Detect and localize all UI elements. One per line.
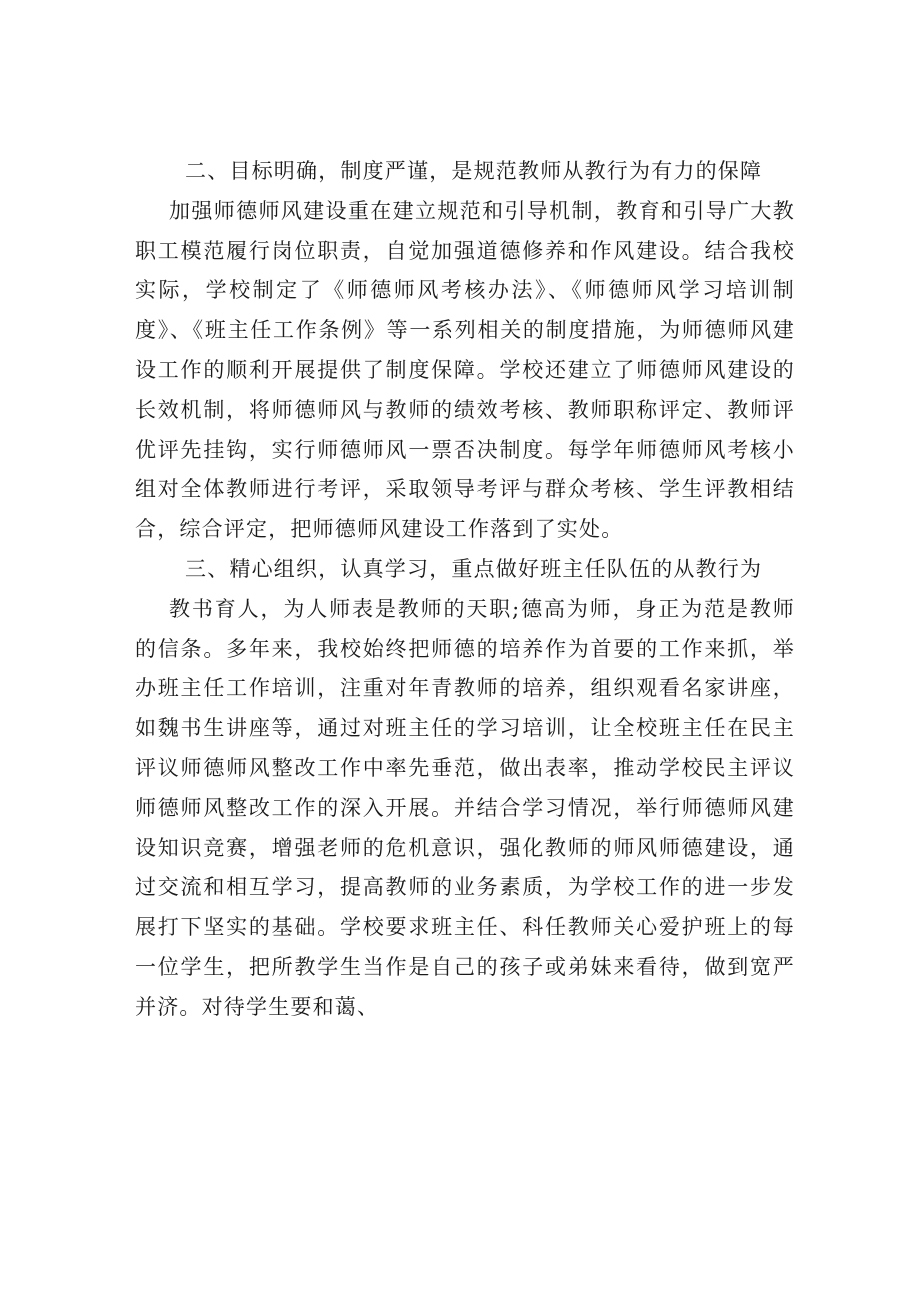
section-3-paragraph: 教书育人，为人师表是教师的天职;德高为师，身正为范是教师的信条。多年来，我校始终把师德的培养作为首要的工作来抓，举办班主任工作培训，注重对年青教师的培养，组织观看名家讲座，如魏书生讲座等，通过对班主任的学习培训，让全校班主任在民主评议师德师风整改工作中率先垂范，做出表率，推动学校民主评议师德师风整改工作的深入开展。并结合学习情况，举行师德师风建设知识竞赛，增强老师的危机意识，强化教师的师风师德建设，通过交流和相互学习，提高教师的业务素质，为学校工作的进一步发展打下坚实的基础。学校要求班主任、科任教师关心爱护班上的每一位学生，把所教学生当作是自己的孩子或弟妹来看待，做到宽严并济。对待学生要和蔼、: [135, 596, 795, 1019]
section-2-paragraph: 加强师德师风建设重在建立规范和引导机制，教育和引导广大教职工模范履行岗位职责，自觉加强道德修养和作风建设。结合我校实际，学校制定了《师德师风考核办法》、《师德师风学习培训制度》、《班主任工作条例》等一系列相关的制度措施，为师德师风建设工作的顺利开展提供了制度保障。学校还建立了师德师风建设的长效机制，将师德师风与教师的绩效考核、教师职称评定、教师评优评先挂钩，实行师德师风一票否决制度。每学年师德师风考核小组对全体教师进行考评，采取领导考评与群众考核、学生评教相结合，综合评定，把师德师风建设工作落到了实处。: [135, 198, 795, 542]
section-2-heading: 二、目标明确，制度严谨，是规范教师从教行为有力的保障: [185, 159, 763, 183]
document-body: [135, 152, 795, 1028]
section-3-heading: 三、精心组织，认真学习，重点做好班主任队伍的从教行为: [185, 556, 763, 581]
